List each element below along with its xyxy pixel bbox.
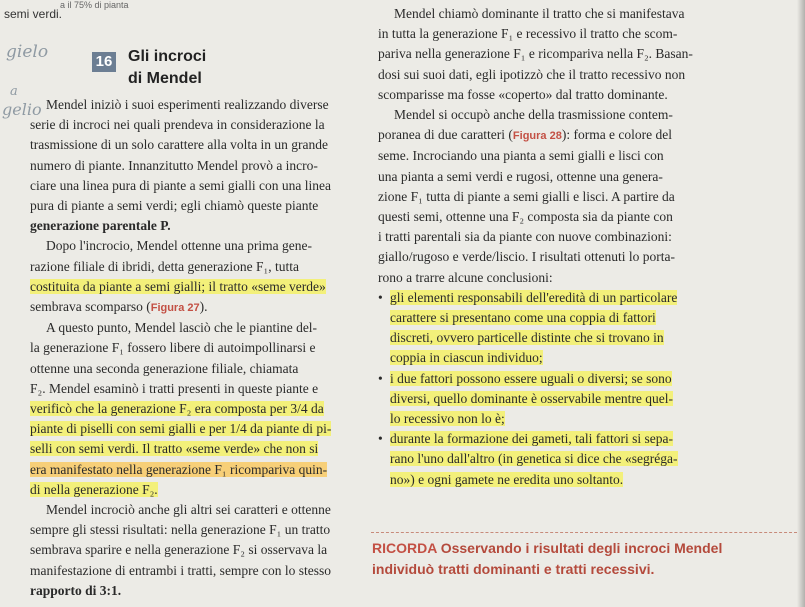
highlighted-text: gli elementi responsabili dell'eredità di un particolare [390,289,678,305]
top-text: semi verdi. [4,7,63,21]
bullet-line [378,369,798,389]
handwritten-note: a [10,84,18,99]
text-line: i tratti parentali sia da piante con nuove combinazioni: [378,229,672,245]
highlighted-text: piante di piselli con semi gialli e per 1/4 da piante di pi- [30,421,332,437]
text-line: Mendel iniziò i suoi esperimenti realizzando diverse [46,97,329,112]
highlighted-text: costituita da piante a semi gialli; il tratto «seme verde» [30,278,326,294]
text-line: la generazione F₁ fossero libere di autoimpollinarsi e [30,340,316,356]
text-line: razione filiale di ibridi, detta generazione F₁, tutta [30,258,299,274]
right-column [378,4,798,490]
text-line [378,389,798,409]
ricorda-divider [371,532,797,533]
text-line [378,449,798,469]
text-line: Mendel chiamò dominante il tratto che si manifestava [394,6,685,21]
text-line: una pianta a semi verdi e rugosi, ottenne una genera- [378,168,663,184]
text-line: pura di piante a semi verdi; egli chiamò queste piante [30,198,319,214]
text-line: questi semi, ottenne una F₂ composta sia da piante con [378,209,673,225]
text-line [378,470,798,490]
text-line: dosi sui suoi dati, egli ipotizzò che il tratto recessivo non [378,66,686,82]
bullet-icon: • [378,431,383,447]
text-line: rono a trarre alcune conclusioni: [378,269,553,285]
handwritten-note: gielo [6,42,49,62]
text-line [378,409,798,429]
figure-reference[interactable]: Figura 27 [150,302,200,315]
text-line [30,460,365,480]
bullet-line [378,288,798,308]
text-line: zione F₁ tutta di piante a semi gialli e lisci. A partire da [378,188,675,204]
text-line [30,297,365,318]
ricorda-line: individuò tratti dominanti e tratti recessivi. [372,561,655,577]
section-title-line1: Gli incroci [128,48,207,65]
text-line [30,277,365,297]
text-fragment: poranea di due caratteri ( [378,127,513,143]
text-fragment: sembrava scomparso ( [30,299,151,315]
highlighted-text: era manifestato nella generazione F₁ ricompariva quin- [30,461,328,477]
highlighted-text: coppia in ciascun individuo; [390,350,543,366]
text-line: trasmissione di un solo carattere alla volta in un grande [30,137,329,153]
text-line: pariva nella generazione F₁ e ricompariva nella F₂. Basan- [378,46,693,62]
text-line [378,308,798,328]
figure-reference[interactable]: Figura 28 [512,130,562,143]
text-line: manifestazione di entrambi i tratti, sempre con lo stesso [30,562,332,578]
text-line: sembrava sparire e nella generazione F₂ si osservava la [30,542,328,558]
section-title-line2: di Mendel [128,70,202,87]
handwritten-note: gelio [2,100,42,119]
text-line [378,348,798,368]
highlighted-text: verificò che la generazione F₂ era composta per 3/4 da [30,401,324,417]
bullet-line [378,429,798,449]
highlighted-text: diversi, quello dominante è osservabile mentre quel- [390,390,674,406]
text-line: Dopo l'incrocio, Mendel ottenne una prima gene- [46,238,312,254]
text-line [30,439,365,459]
highlighted-text: selli con semi verdi. Il tratto «seme verde» che non si [30,441,319,457]
text-line: scomparisse ma fosse «coperto» dal tratto dominante. [378,86,668,102]
text-line: Mendel incrociò anche gli altri sei caratteri e ottenne [46,502,331,518]
text-line: giallo/rugoso e verde/liscio. I risultati ottenuti lo porta- [378,249,675,265]
highlighted-text: rano l'uno dall'altro (in genetica si dice che «segréga- [390,451,678,467]
section-number-badge: 16 [92,52,116,72]
text-line [30,419,365,439]
highlighted-text: carattere si presentano come una coppia di fattori [390,310,656,326]
text-line [30,399,365,419]
text-line: sempre gli stessi risultati: nella generazione F₁ un tratto [30,522,331,538]
ricorda-tag: RICORDA [372,540,437,556]
ricorda-box [372,538,722,580]
text-line: generazione parentale P. [30,218,171,234]
text-line: rapporto di 3:1. [30,582,122,598]
highlighted-text: no») e ogni gamete ne eredita uno soltanto. [390,471,624,487]
text-line: in tutta la generazione F₁ e recessivo il tratto che scom- [378,26,678,42]
text-line: ciare una linea pura di piante a semi gialli con una linea [30,177,332,193]
highlighted-text: i due fattori possono essere uguali o diversi; se sono [390,370,672,386]
top-fragment: a il 75% di pianta [60,0,129,10]
text-line: ottenne una seconda generazione filiale, chiamata [30,360,299,376]
text-line: numero di piante. Innanzitutto Mendel provò a incro- [30,157,318,173]
highlighted-text: discreti, ovvero particelle distinte che si trovano in [390,330,664,346]
text-line: Mendel si occupò anche della trasmissione contem- [394,107,673,123]
text-line: F₂. Mendel esaminò i tratti presenti in queste piante e [30,380,319,396]
text-fragment: ): forma e colore del [561,127,673,143]
highlighted-text: lo recessivo non lo è; [390,411,505,427]
highlighted-text: di nella generazione F₂. [30,481,158,497]
text-line [30,480,365,500]
text-line: A questo punto, Mendel lasciò che le piantine del- [46,320,318,336]
highlighted-text: durante la formazione dei gameti, tali fattori si sepa- [390,431,674,447]
left-column [30,95,365,601]
text-fragment: ). [199,299,208,315]
ricorda-line [372,538,722,559]
text-line: seme. Incrociando una pianta a semi gialli e lisci con [378,148,664,164]
ricorda-text: Osservando i risultati degli incroci Mendel [440,540,723,556]
bullet-icon: • [378,289,383,305]
text-line: serie di incroci nei quali prendeva in considerazione la [30,117,325,133]
page-edge-shadow [797,0,805,607]
text-line [378,328,798,348]
bullet-icon: • [378,370,383,386]
text-line [378,125,798,146]
